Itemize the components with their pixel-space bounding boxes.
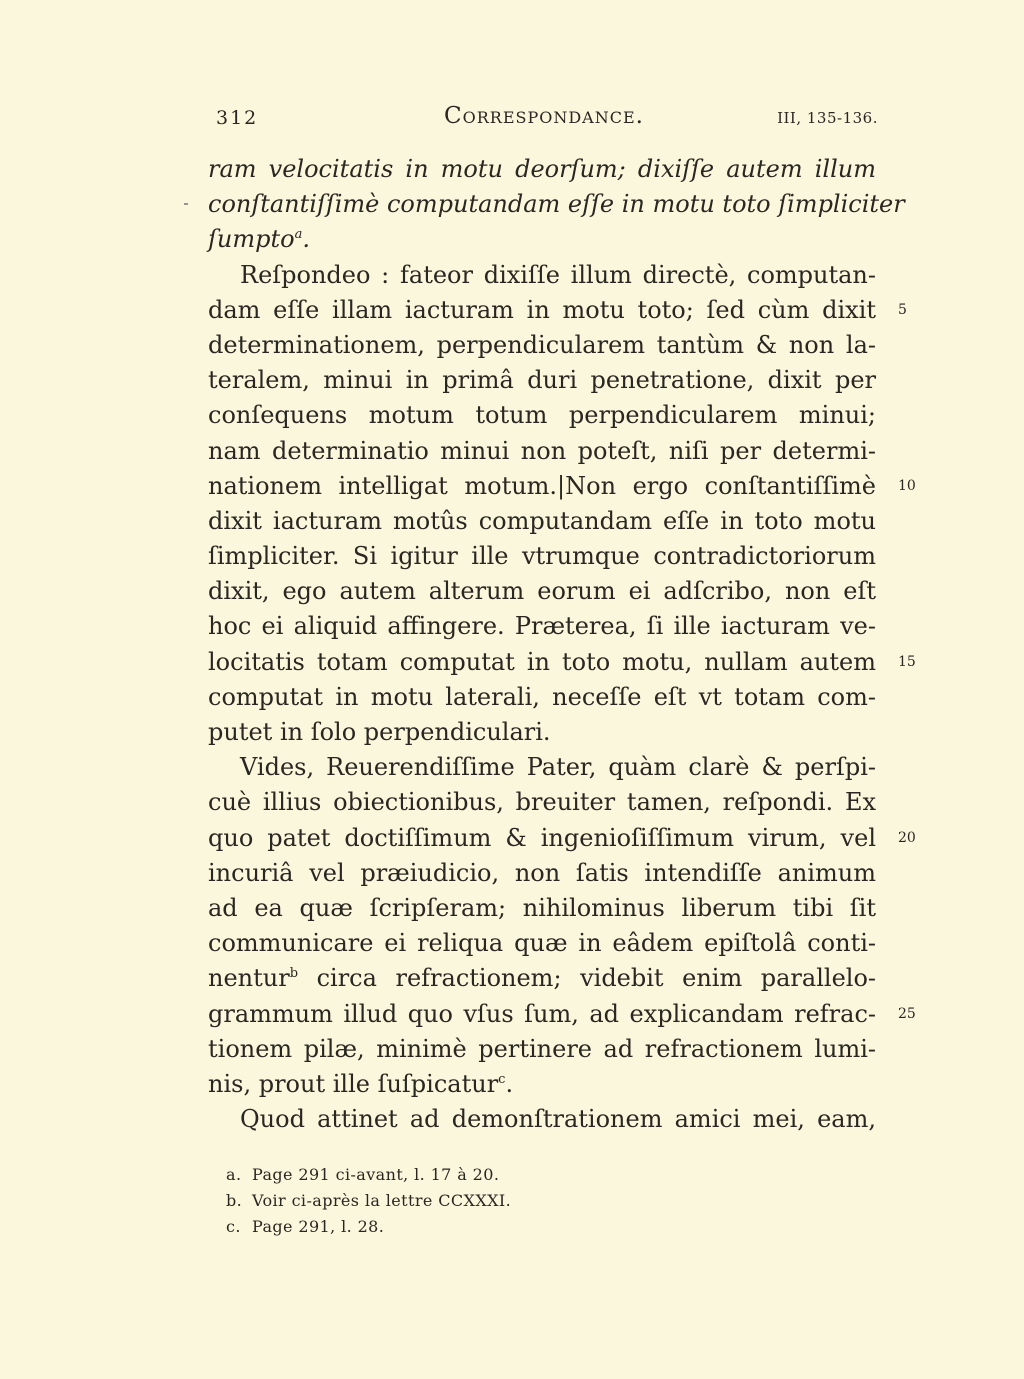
text-line <box>208 821 876 856</box>
text-line-continuation: . <box>302 225 310 254</box>
text-line-content: dixit, ego autem alterum eorum ei adſcribo, non eſt <box>208 577 876 606</box>
text-line <box>208 293 876 328</box>
text-line <box>208 1067 876 1102</box>
footnote-text: Page 291 ci-avant, l. 17 à 20. <box>252 1165 500 1184</box>
text-line <box>208 997 876 1032</box>
text-line-content: communicare ei reliqua quæ in eâdem epiſtolâ conti- <box>208 929 876 958</box>
text-line-content: Reſpondeo : fateor dixiſſe illum directè, computan- <box>240 260 876 289</box>
text-line-content: grammum illud quo vſus ſum, ad explicandam refrac- <box>208 999 876 1028</box>
text-line-content: putet in ſolo perpendiculari. <box>208 718 551 746</box>
text-line <box>208 398 876 433</box>
footnote-mark: a. <box>226 1165 242 1184</box>
letter-body-text <box>208 152 905 1137</box>
text-line <box>208 539 876 574</box>
text-line <box>208 1032 876 1067</box>
text-line <box>208 680 876 715</box>
text-line <box>208 961 876 996</box>
text-line-content: cuè illius obiectionibus, breuiter tamen, reſpondi. Ex <box>208 788 876 817</box>
footnote-reference[interactable]: a <box>294 227 303 243</box>
text-line-content: teralem, minui in primâ duri penetratione, dixit per <box>208 366 876 395</box>
text-line-content: dam eſſe illam iacturam in motu toto; ſed cùm dixit <box>208 295 876 324</box>
text-line <box>208 574 876 609</box>
text-line-continuation: . <box>505 1069 514 1098</box>
text-line-content: nentur <box>208 964 290 993</box>
footnote-text: Voir ci-après la lettre CCXXXI. <box>252 1191 512 1210</box>
volume-reference: III, 135-136. <box>777 109 878 127</box>
footnote <box>226 1214 846 1240</box>
text-line-continuation: circa refractionem; videbit enim parallelo- <box>298 964 876 993</box>
margin-line-number: 5 <box>898 301 907 318</box>
text-line-content: ad ea quæ ſcripſeram; nihilominus liberum tibi ſit <box>208 893 876 922</box>
text-line-content: conſequens motum totum perpendicularem minui; <box>208 401 876 430</box>
text-line-content: Vides, Reuerendiſſime Pater, quàm clarè & perſpi- <box>240 753 876 782</box>
text-line <box>208 785 876 820</box>
margin-line-number: 25 <box>898 1005 916 1022</box>
text-line-content: Quod attinet ad demonſtrationem amici mei, eam, <box>240 1105 876 1134</box>
text-line-content: determinationem, perpendicularem tantùm & non la- <box>208 330 876 359</box>
text-line-content: nis, prout ille ſuſpicatur <box>208 1069 499 1098</box>
footnote <box>226 1188 846 1214</box>
margin-line-number: 10 <box>898 477 916 494</box>
text-line <box>208 750 876 785</box>
text-line <box>208 645 876 680</box>
text-line-content: nationem intelligat motum.|Non ergo conſtantiſſimè <box>208 471 876 500</box>
text-line <box>208 363 876 398</box>
text-line-content: computat in motu laterali, neceſſe eſt vt totam com- <box>208 682 876 711</box>
text-line-content: hoc ei aliquid affingere. Præterea, ſi ille iacturam ve- <box>208 612 876 641</box>
text-line <box>208 891 876 926</box>
text-line-content: ſimpliciter. Si igitur ille vtrumque contradictoriorum <box>208 542 876 571</box>
running-title: Correspondance. <box>444 103 644 129</box>
text-line <box>208 715 876 750</box>
page-number: 312 <box>216 107 259 129</box>
text-line <box>208 469 876 504</box>
margin-mark <box>184 203 188 205</box>
footnote-reference[interactable]: b <box>289 966 299 982</box>
margin-line-number: 20 <box>898 829 916 846</box>
footnote-text: Page 291, l. 28. <box>252 1217 385 1236</box>
text-line-content: quo patet doctiſſimum & ingenioſiſſimum virum, vel <box>208 823 876 852</box>
text-line <box>208 222 876 257</box>
footnote-mark: b. <box>226 1191 243 1210</box>
text-line <box>208 504 876 539</box>
text-line <box>208 1102 876 1137</box>
footnotes <box>226 1162 846 1240</box>
text-line-content: ſumpto <box>208 225 295 254</box>
text-line <box>208 856 876 891</box>
text-line-content: tionem pilæ, minimè pertinere ad refractionem lumi- <box>208 1034 876 1063</box>
margin-line-number: 15 <box>898 653 916 670</box>
text-line-content: conſtantiſſimè computandam eſſe in motu toto ſimpliciter <box>208 190 905 219</box>
text-line <box>208 609 876 644</box>
text-line-content: incuriâ vel præiudicio, non ſatis intendiſſe animum <box>208 858 876 887</box>
footnote-reference[interactable]: c <box>498 1071 506 1087</box>
text-line <box>208 152 876 187</box>
footnote-mark: c. <box>226 1217 241 1236</box>
text-line <box>208 187 905 222</box>
text-line-content: dixit iacturam motûs computandam eſſe in toto motu <box>208 506 876 535</box>
text-line <box>208 926 876 961</box>
text-line <box>208 434 876 469</box>
footnote <box>226 1162 846 1188</box>
running-header <box>210 103 878 139</box>
text-line-content: nam determinatio minui non poteſt, niſi per determi- <box>208 436 876 465</box>
text-line <box>208 258 876 293</box>
text-line <box>208 328 876 363</box>
text-line-content: ram velocitatis in motu deorſum; dixiſſe autem illum <box>208 155 876 183</box>
text-line-content: locitatis totam computat in toto motu, nullam autem <box>208 647 876 676</box>
